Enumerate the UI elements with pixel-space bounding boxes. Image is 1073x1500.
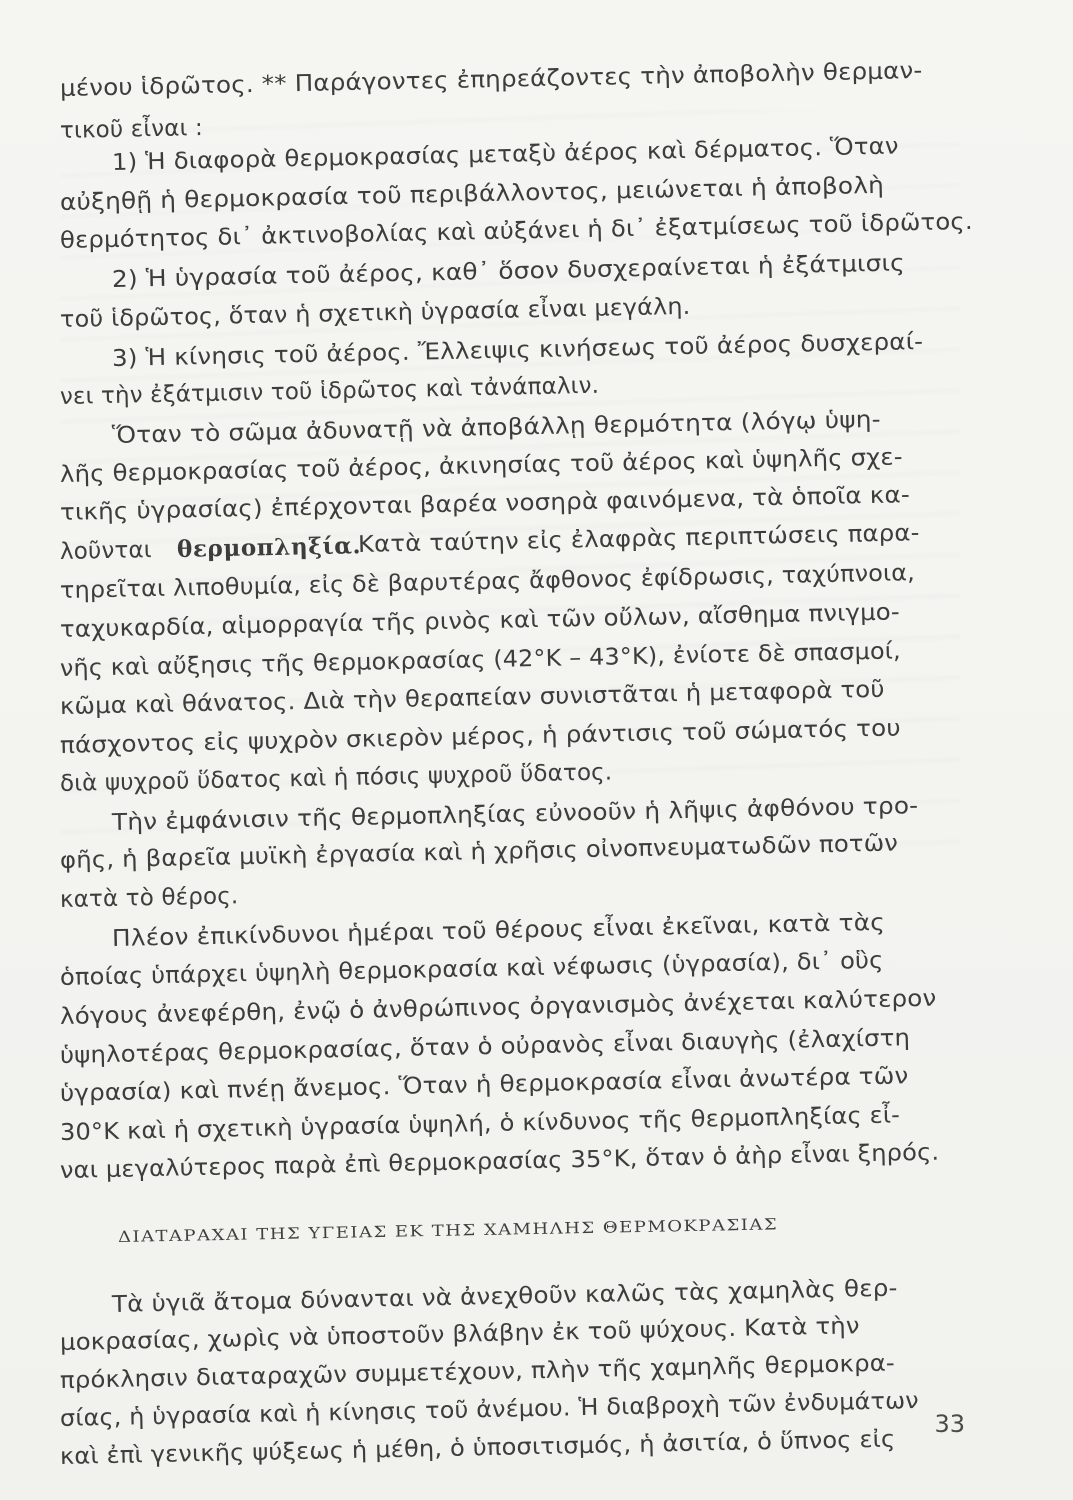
text-line: νει τὴν ἐξάτμισιν τοῦ ἱδρῶτος καὶ τἀνάπαλιν. [59,372,600,410]
text-line: ναι μεγαλύτερος παρὰ ἐπὶ θερμοκρασίας 35°Κ, ὅταν ὁ ἀὴρ εἶναι ξηρός. [59,1139,940,1184]
text-line: ὑψηλοτέρας θερμοκρασίας, ὅταν ὁ οὐρανὸς εἶναι διαυγὴς (ἐλαχίστη [59,1025,911,1069]
text-line: 1) Ἡ διαφορὰ θερμοκρασίας μεταξὺ ἀέρος καὶ δέρματος. Ὅταν [111,133,899,176]
text-line: 30°Κ καὶ ἡ σχετικὴ ὑγρασία ὑψηλή, ὁ κίνδυνος τῆς θερμοπληξίας εἶ- [59,1102,901,1146]
text-line: τηρεῖται λιποθυμία, εἰς δὲ βαρυτέρας ἄφθονος ἐφίδρωσις, ταχύπνοια, [59,560,916,604]
text-line: πρόκλησιν διαταραχῶν συμμετέχουν, πλὴν τῆς χαμηλῆς θερμοκρα- [59,1350,896,1394]
text-line: τοῦ ἱδρῶτος, ὅταν ἡ σχετικὴ ὑγρασία εἶναι μεγάλη. [59,293,691,333]
section-heading: ΔΙΑΤΑΡΑΧΑΙ ΤΗΣ ΥΓΕΙΑΣ ΕΚ ΤΗΣ ΧΑΜΗΛΗΣ ΘΕΡΜΟΚΡΑΣΙΑΣ [117,1215,779,1246]
text-line: αὐξηθῇ ἡ θερμοκρασία τοῦ περιβάλλοντος, μειώνεται ἡ ἀποβολὴ [59,172,885,216]
text-line: πάσχοντος εἰς ψυχρὸν σκιερὸν μέρος, ἡ ράντισις τοῦ σώματός του [59,715,902,759]
text-line: λόγους ἀνεφέρθη, ἐνῷ ὁ ἀνθρώπινος ὀργανισμὸς ἀνέχεται καλύτερον [59,985,937,1030]
text-line: ταχυκαρδία, αἱμορραγία τῆς ρινὸς καὶ τῶν οὔλων, αἴσθημα πνιγμο- [59,599,901,643]
text-line: τικῆς ὑγρασίας) ἐπέρχονται βαρέα νοσηρὰ φαινόμενα, τὰ ὁποῖα κα- [59,482,911,526]
text-line: τικοῦ εἶναι : [59,115,204,144]
text-line: μοκρασίας, χωρὶς νὰ ὑποστοῦν βλάβην ἐκ τοῦ ψύχους. Κατὰ τὴν [59,1313,860,1356]
text-line: ὁποίας ὑπάρχει ὑψηλὴ θερμοκρασία καὶ νέφωσις (ὑγρασία), δι᾽ οὓς [59,947,884,991]
page-number: 33 [934,1410,965,1438]
text-line: καὶ ἐπὶ γενικῆς ψύξεως ἡ μέθη, ὁ ὑποσιτισμός, ἡ ἀσιτία, ὁ ὕπνος εἰς [59,1426,896,1470]
text-line: ὑγρασία) καὶ πνέῃ ἄνεμος. Ὅταν ἡ θερμοκρασία εἶναι ἀνωτέρα τῶν [59,1063,909,1107]
text-line: φῆς, ἡ βαρεῖα μυϊκὴ ἐργασία καὶ ἡ χρῆσις οἰνοπνευματωδῶν ποτῶν [59,830,899,874]
text-line: νῆς καὶ αὔξησις τῆς θερμοκρασίας (42°Κ – 43°Κ), ἐνίοτε δὲ σπασμοί, [59,638,902,682]
text-line: Ὅταν τὸ σῶμα ἀδυνατῇ νὰ ἀποβάλλῃ θερμότητα (λόγῳ ὑψη- [111,406,882,449]
text-line: σίας, ἡ ὑγρασία καὶ ἡ κίνησις τοῦ ἀνέμου. Ἡ διαβροχὴ τῶν ἐνδυμάτων [59,1388,920,1432]
text-line: λῆς θερμοκρασίας τοῦ ἀέρος, ἀκινησίας τοῦ ἀέρος καὶ ὑψηλῆς σχε- [59,444,903,488]
text-line: μένου ἱδρῶτος. ** Παράγοντες ἐπηρεάζοντες τὴν ἀποβολὴν θερμαν- [59,57,923,102]
text-line: Κατὰ ταύτην εἰς ἐλαφρὰς περιπτώσεις παρα- [357,520,920,558]
text-line: διὰ ψυχροῦ ὕδατος καὶ ἡ πόσις ψυχροῦ ὕδατος. [59,759,613,797]
text-line: θερμότητος δι᾽ ἀκτινοβολίας καὶ αὐξάνει ἡ δι᾽ ἐξατμίσεως τοῦ ἱδρῶτος. [59,208,974,254]
emphasis-term: θερμοπληξία. [176,532,362,563]
text-line: Τὴν ἐμφάνισιν τῆς θερμοπληξίας εὐνοοῦν ἡ λῆψις ἀφθόνου τρο- [111,793,919,836]
text-line: 2) Ἡ ὑγρασία τοῦ ἀέρος, καθ᾽ ὅσον δυσχεραίνεται ἡ ἐξάτμισις [111,250,906,293]
text-line: κατὰ τὸ θέρος. [59,883,239,913]
text-line: κῶμα καὶ θάνατος. Διὰ τὴν θεραπείαν συνιστᾶται ἡ μεταφορὰ τοῦ [59,676,885,720]
text-line: λοῦνται [59,537,152,565]
text-line: 3) Ἡ κίνησις τοῦ ἀέρος. Ἔλλειψις κινήσεως τοῦ ἀέρος δυσχεραί- [111,329,924,372]
text-line: Πλέον ἐπικίνδυνοι ἡμέραι τοῦ θέρους εἶναι ἐκεῖναι, κατὰ τὰς [111,909,886,952]
text-line: Τὰ ὑγιᾶ ἄτομα δύνανται νὰ ἀνεχθοῦν καλῶς τὰς χαμηλὰς θερ- [111,1275,898,1318]
